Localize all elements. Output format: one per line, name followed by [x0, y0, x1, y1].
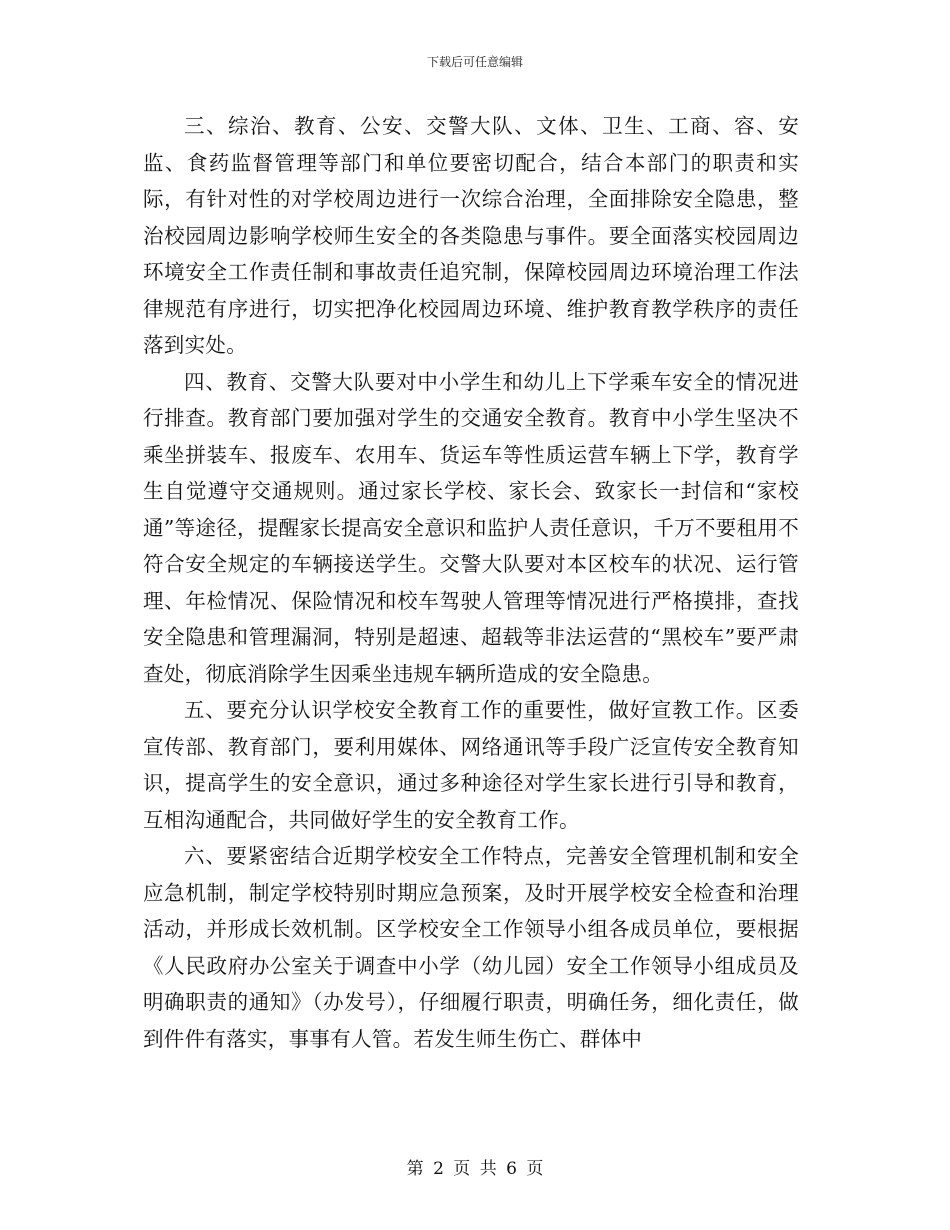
page-header: 下载后可任意编辑 — [426, 55, 523, 69]
paragraph-4: 四、教育、交警大队要对中小学生和幼儿上下学乘车安全的情况进行排查。教育部门要加强对学生的交通安全教育。教育中小学生坚决不乘坐拼装车、报废车、农用车、货运车等性质运营车辆上下学，教育学生自觉遵守交通规则。通过家长学校、家长会、致家长一封信和“家校通”等途径，提醒家长提高安全意识和监护人责任意识，千万不要租用不符合安全规定的车辆接送学生。交警大队要对本区校车的状况、运行管理、年检情况、保险情况和校车驾驶人管理等情况进行严格摸排，查找安全隐患和管理漏洞，特别是超速、超载等非法运营的“黑校车”要严肃查处，彻底消除学生因乘坐违规车辆所造成的安全隐患。 — [143, 369, 799, 686]
paragraph-6: 六、要紧密结合近期学校安全工作特点，完善安全管理机制和安全应急机制，制定学校特别时期应急预案，及时开展学校安全检查和治理活动，并形成长效机制。区学校安全工作领导小组各成员单位，要根据《人民政府办公室关于调查中小学（幼儿园）安全工作领导小组成员及明确职责的通知》（办发号），仔细履行职责，明确任务，细化责任，做到件件有落实，事事有人管。若发生师生伤亡、群体中 — [143, 844, 799, 1051]
document-body — [143, 108, 799, 1057]
page-number-footer: 第 2 页 共 6 页 — [406, 1159, 544, 1179]
paragraph-5: 五、要充分认识学校安全教育工作的重要性，做好宣教工作。区委宣传部、教育部门，要利用媒体、网络通讯等手段广泛宣传安全教育知识，提高学生的安全意识，通过多种途径对学生家长进行引导和教育，互相沟通配合，共同做好学生的安全教育工作。 — [143, 698, 799, 832]
paragraph-3: 三、综治、教育、公安、交警大队、文体、卫生、工商、容、安监、食药监督管理等部门和单位要密切配合，结合本部门的职责和实际，有针对性的对学校周边进行一次综合治理，全面排除安全隐患，整治校园周边影响学校师生安全的各类隐患与事件。要全面落实校园周边环境安全工作责任制和事故责任追究制，保障校园周边环境治理工作法律规范有序进行，切实把净化校园周边环境、维护教育教学秩序的责任落到实处。 — [143, 114, 799, 357]
